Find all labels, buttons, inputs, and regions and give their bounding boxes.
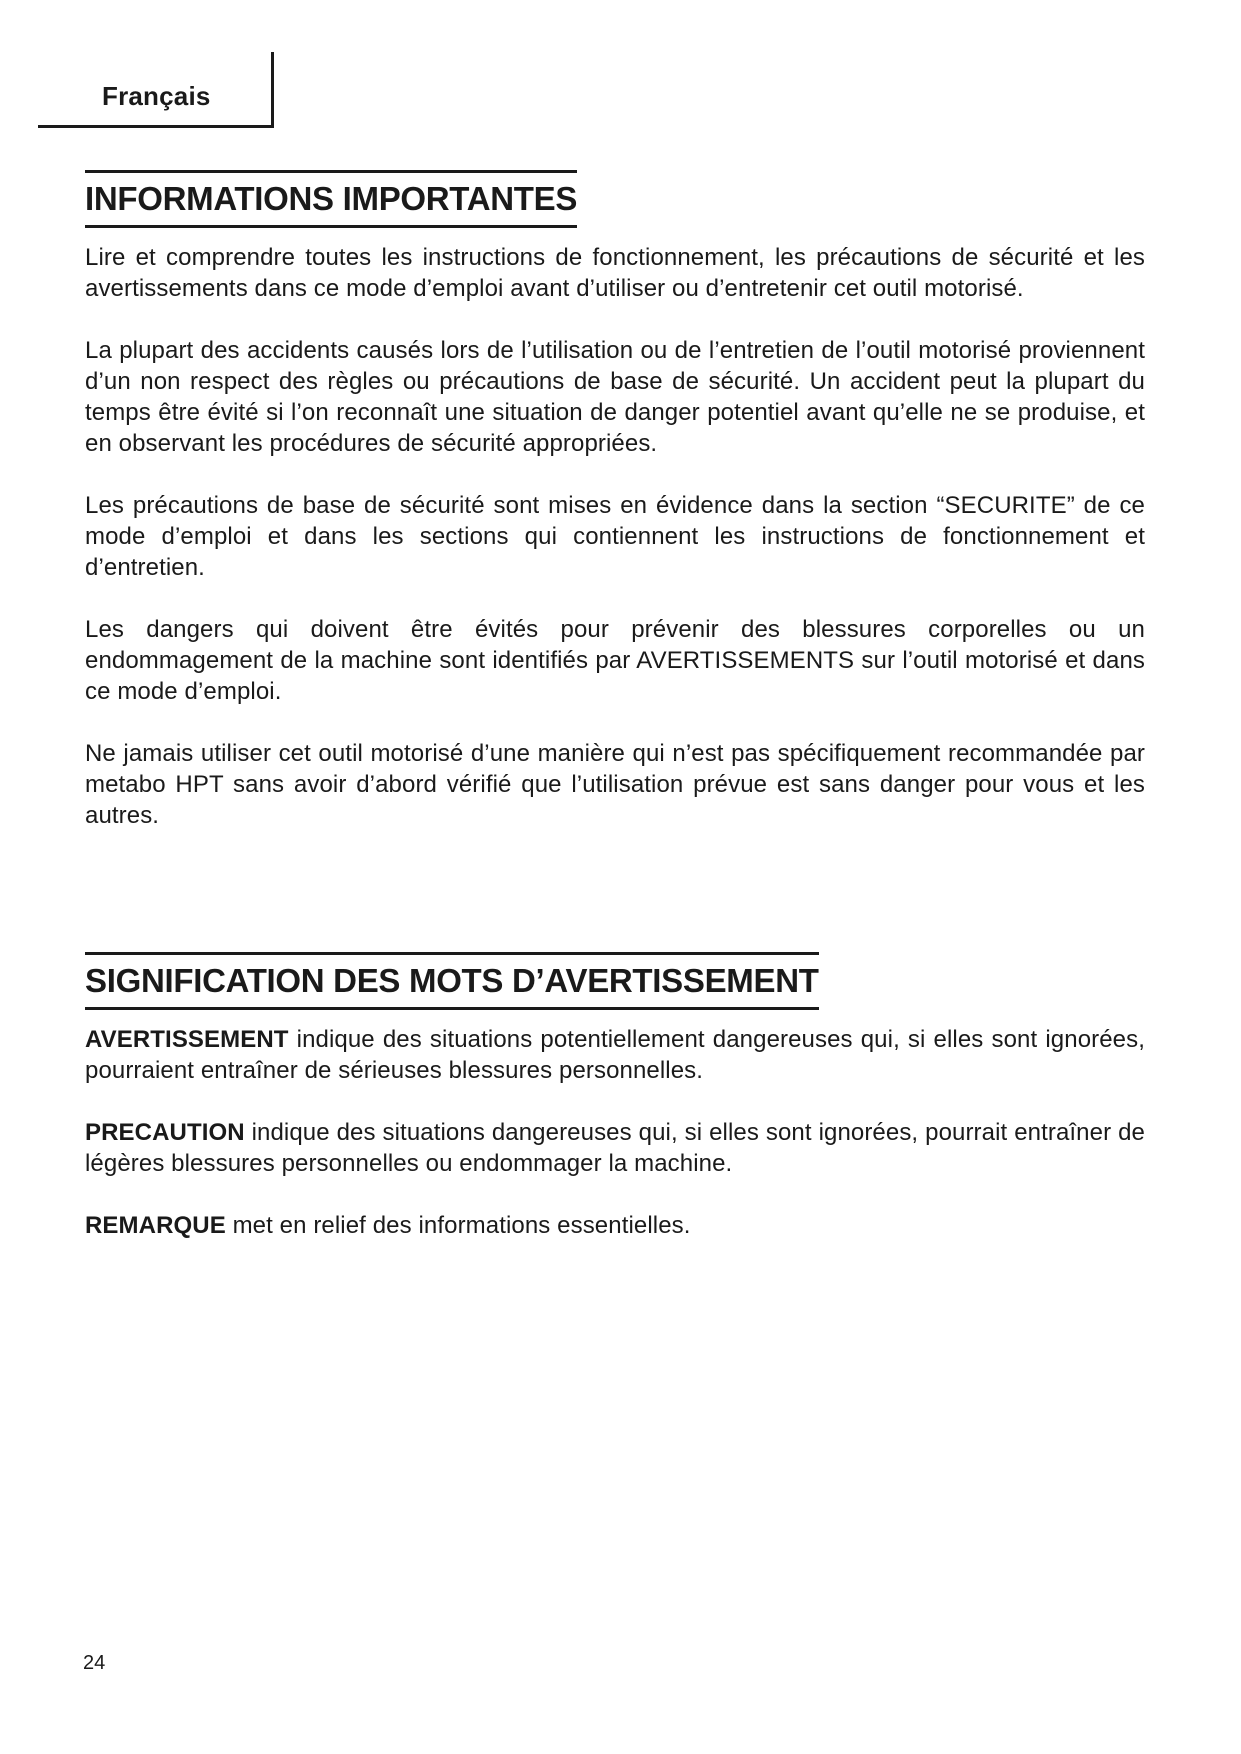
section-heading: INFORMATIONS IMPORTANTES	[85, 180, 578, 217]
definition-text: indique des situations dangereuses qui, si elles sont ignorées, pourrait entraîner de légères blessures personnelles ou endommager la machine.	[85, 1119, 1145, 1177]
definition-item	[85, 1117, 1145, 1179]
definition-term: REMARQUE	[85, 1212, 226, 1239]
paragraph: Les précautions de base de sécurité sont mises en évidence dans la section “SECURITE” de ce mode d’emploi et dans les sections qui contiennent les instructions de fonctionnement et d’entretien.	[85, 492, 1145, 581]
paragraph: La plupart des accidents causés lors de l’utilisation ou de l’entretien de l’outil motorisé proviennent d’un non respect des règles ou précautions de base de sécurité. Un accident peut la plupart du temps être évité si l’on reconnaît une situation de danger potentiel avant qu’elle ne se produise, et en observant les procédures de sécurité appropriées.	[85, 337, 1145, 457]
definition-item	[85, 1210, 1145, 1241]
section-heading: SIGNIFICATION DES MOTS D’AVERTISSEMENT	[85, 962, 819, 999]
definition-text: met en relief des informations essentielles.	[225, 1212, 691, 1239]
paragraph-list	[85, 242, 1145, 831]
section-heading-frame	[85, 170, 577, 228]
definition-term: AVERTISSEMENT	[85, 1026, 289, 1053]
paragraph: Les dangers qui doivent être évités pour prévenir des blessures corporelles ou un endommagement de la machine sont identifiés par AVERTISSEMENTS sur l’outil motorisé et dans ce mode d’emploi.	[85, 616, 1145, 705]
section-heading-frame	[85, 952, 819, 1010]
page-number: 24	[83, 1652, 106, 1674]
paragraph: Ne jamais utiliser cet outil motorisé d’une manière qui n’est pas spécifiquement recommandée par metabo HPT sans avoir d’abord vérifié que l’utilisation prévue est sans danger pour vous et les autres.	[85, 740, 1145, 829]
definition-term: PRECAUTION	[85, 1119, 245, 1146]
language-label: Français	[102, 81, 211, 111]
definition-text: indique des situations potentiellement dangereuses qui, si elles sont ignorées, pourraient entraîner de sérieuses blessures personnelles.	[85, 1026, 1145, 1084]
section-warning-words	[85, 952, 1145, 1272]
language-tab	[38, 52, 274, 128]
definition-list	[85, 1024, 1145, 1241]
paragraph: Lire et comprendre toutes les instructions de fonctionnement, les précautions de sécurité et les avertissements dans ce mode d’emploi avant d’utiliser ou d’entretenir cet outil motorisé.	[85, 244, 1145, 302]
definition-item	[85, 1024, 1145, 1086]
section-important-information	[85, 170, 1145, 862]
